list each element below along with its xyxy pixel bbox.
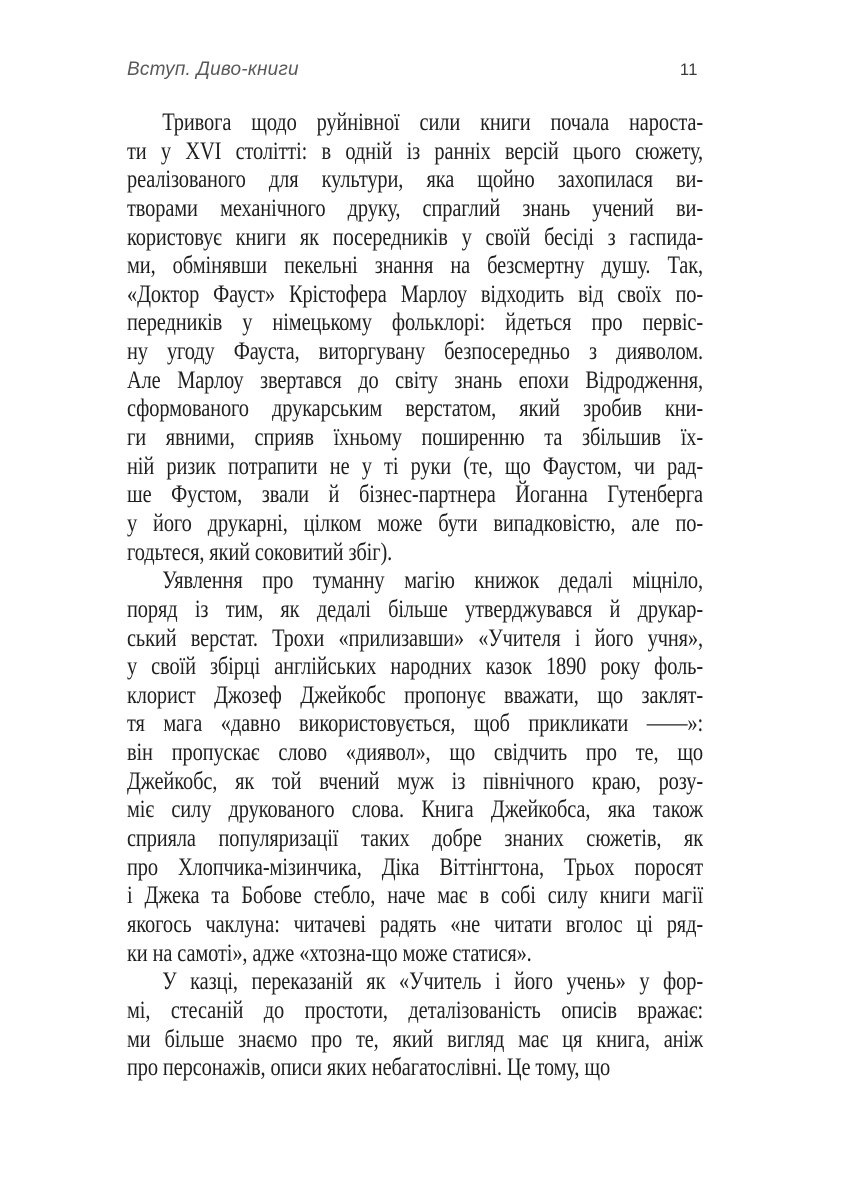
text-line: Джейкобс, як той вчений муж із північного краю, розу- xyxy=(127,765,703,795)
text-line: Уявлення про туманну магію книжок дедалі міцніло, xyxy=(162,565,703,595)
page-body xyxy=(127,108,703,1082)
text-line: клорист Джозеф Джейкобс пропонує вважати, що заклят- xyxy=(127,679,703,709)
text-line: він пропускає слово «диявол», що свідчить про те, що xyxy=(127,737,703,767)
text-line: мі, стесаній до простоти, деталізованість описів вражає: xyxy=(127,994,703,1024)
text-line: якогось чаклуна: читачеві радять «не читати вголос ці ряд- xyxy=(127,908,703,938)
page-number: 11 xyxy=(679,61,698,79)
text-line: У казці, переказаній як «Учитель і його учень» у фор- xyxy=(162,966,703,996)
text-line: сформованого друкарським верстатом, який зробив кни- xyxy=(127,393,703,423)
text-line: міє силу друкованого слова. Книга Джейкобса, яка також xyxy=(127,794,703,824)
text-line: у своїй збірці англійських народних казок 1890 року фоль- xyxy=(127,651,703,681)
text-line: ше Фустом, звали й бізнес-партнера Йоганна Гутенберга xyxy=(127,479,703,509)
text-line: ну угоду Фауста, виторгувану безпосередньо з дияволом. xyxy=(127,336,703,366)
text-line: ми більше знаємо про те, який вигляд має ця книга, аніж xyxy=(127,1023,703,1053)
text-line: ти у XVI столітті: в одній із ранніх версій цього сюжету, xyxy=(127,135,703,165)
text-line: Тривога щодо руйнівної сили книги почала нароста- xyxy=(162,107,703,136)
text-line: сприяла популяризації таких добре знаних сюжетів, як xyxy=(127,823,703,853)
text-line: і Джека та Бобове стебло, наче має в собі силу книги магії xyxy=(127,880,703,910)
paragraph xyxy=(127,566,703,967)
text-line: у його друкарні, цілком може бути випадковістю, але по- xyxy=(127,507,703,537)
text-line: ги явними, сприяв їхньому поширенню та збільшив їх- xyxy=(127,422,703,452)
text-line: користовує книги як посередників у своїй бесіді з гаспида- xyxy=(127,221,703,251)
paragraph xyxy=(127,967,703,1082)
text-line: ній ризик потрапити не у ті руки (те, що Фаустом, чи рад- xyxy=(127,450,703,480)
text-line: поряд із тим, як дедалі більше утверджувався й друкар- xyxy=(127,593,703,623)
text-line: ки на самоті», адже «хтозна-що може статися». xyxy=(127,937,532,967)
text-line: Але Марлоу звертався до світу знань епохи Відродження, xyxy=(127,364,703,394)
running-header-title: Вступ. Диво-книги xyxy=(127,59,299,80)
text-line: реалізованого для культури, яка щойно захопилася ви- xyxy=(127,164,703,194)
text-line: тя мага «давно використовується, щоб прикликати ——»: xyxy=(127,708,703,738)
text-line: ми, обмінявши пекельні знання на безсмертну душу. Так, xyxy=(127,250,703,280)
paragraph xyxy=(127,108,703,566)
text-line: творами механічного друку, спраглий знань учений ви- xyxy=(127,192,703,222)
text-line: про персонажів, описи яких небагатослівні. Це тому, що xyxy=(127,1052,611,1082)
text-line: ський верстат. Трохи «прилизавши» «Учителя і його учня», xyxy=(127,622,703,652)
text-line: «Доктор Фауст» Крістофера Марлоу відходить від своїх по- xyxy=(127,278,703,308)
text-line: передників у німецькому фольклорі: йдеться про первіс- xyxy=(127,307,703,337)
text-line: годьтеся, який соковитий збіг). xyxy=(127,536,393,566)
text-line: про Хлопчика-мізинчика, Діка Віттінгтона, Трьох поросят xyxy=(127,851,703,881)
